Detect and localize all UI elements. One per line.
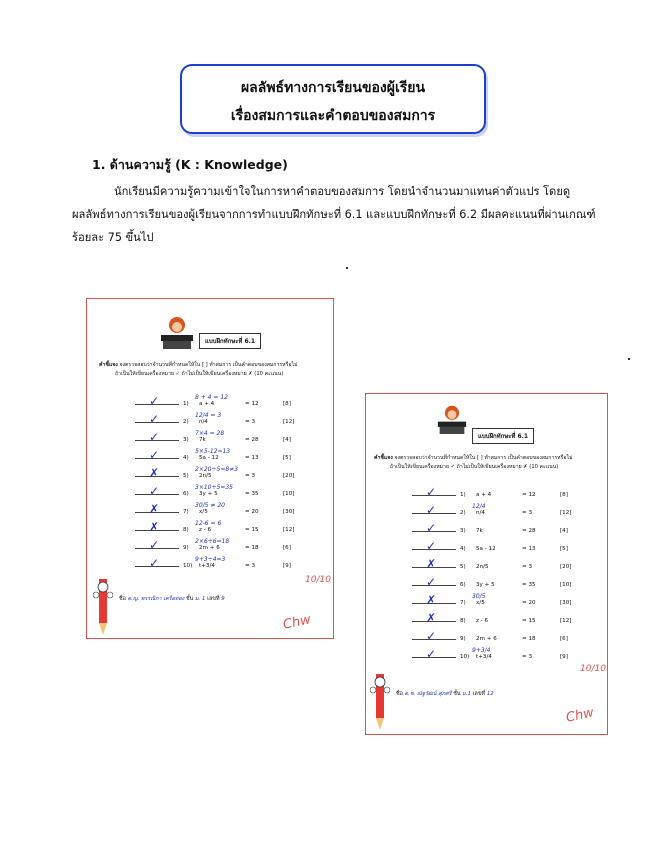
handwritten-work: 8 + 4 = 12 [195, 394, 228, 401]
worksheet-footer [119, 595, 225, 603]
question-value: [12] [560, 510, 572, 516]
question-result: = 35 [522, 582, 536, 588]
question-result: = 13 [245, 455, 259, 461]
question-result: = 3 [522, 654, 533, 660]
question-row [412, 504, 602, 522]
answer-mark-icon: ✓ [149, 412, 160, 426]
question-expression: t+3/4 [199, 563, 215, 569]
question-expression: 2n/5 [199, 473, 212, 479]
question-row [135, 431, 325, 449]
question-number: 3) [460, 528, 466, 534]
teacher-signature: Chw [281, 612, 313, 633]
instr-line-2: ถ้าเป็นให้เขียนเครื่องหมาย ✓ ถ้าไม่เป็นให้เขียนเครื่องหมาย ✗ (10 คะแนน) [115, 371, 284, 377]
question-number: 8) [460, 618, 466, 624]
question-value: [20] [283, 473, 295, 479]
handwritten-work: 2×6+6=18 [195, 538, 230, 545]
question-expression: 7k [199, 437, 206, 443]
worksheet-2 [365, 393, 608, 735]
question-expression: 2n/5 [476, 564, 489, 570]
question-number: 5) [183, 473, 189, 479]
question-value: [6] [560, 636, 568, 642]
question-result: = 15 [522, 618, 536, 624]
answer-mark-icon: ✗ [426, 611, 437, 625]
question-value: [12] [283, 527, 295, 533]
answer-mark-icon: ✓ [426, 485, 437, 499]
instr-line-2: ถ้าเป็นให้เขียนเครื่องหมาย ✓ ถ้าไม่เป็นให้เขียนเครื่องหมาย ✗ (10 คะแนน) [390, 464, 559, 470]
handwritten-work: 7×4 = 28 [195, 430, 225, 437]
answer-mark-icon: ✓ [149, 394, 160, 408]
question-number: 2) [183, 419, 189, 425]
question-row [135, 413, 325, 431]
answer-mark-icon: ✗ [149, 466, 160, 480]
question-number: 7) [183, 509, 189, 515]
handwritten-work: 12/4 [472, 503, 486, 510]
class-value: ม.1 [462, 691, 471, 697]
student-name: ด.ญ. พรรณิกา เครือทอง [127, 596, 185, 602]
question-value: [5] [560, 546, 568, 552]
scan-speck [628, 358, 630, 360]
question-result: = 28 [522, 528, 536, 534]
answer-mark-icon: ✓ [149, 556, 160, 570]
question-value: [6] [283, 545, 291, 551]
pencil-mascot-icon [370, 668, 390, 732]
question-expression: 5a - 12 [199, 455, 219, 461]
class-label: ชั้น [453, 691, 461, 697]
question-result: = 20 [522, 600, 536, 606]
handwritten-work: 30/5 [472, 593, 486, 600]
answer-mark-icon: ✗ [149, 520, 160, 534]
question-result: = 3 [522, 510, 533, 516]
question-value: [4] [560, 528, 568, 534]
question-result: = 15 [245, 527, 259, 533]
question-row [412, 576, 602, 594]
question-value: [30] [560, 600, 572, 606]
question-value: [10] [560, 582, 572, 588]
handwritten-work: 9+3÷4=3 [195, 556, 226, 563]
question-value: [9] [283, 563, 291, 569]
question-value: [4] [283, 437, 291, 443]
name-label: ชื่อ [119, 596, 126, 602]
question-expression: a + 4 [199, 401, 215, 407]
worksheet-instructions [374, 454, 573, 472]
student-name: ด.ช. ณัฐวัฒน์ ศุภศรี [404, 691, 452, 697]
answer-mark-icon: ✓ [426, 521, 437, 535]
answer-mark-icon: ✓ [149, 448, 160, 462]
worksheet-footer [396, 690, 494, 698]
question-row [135, 557, 325, 575]
instr-label: คำชี้แจง [374, 455, 393, 461]
question-row [135, 485, 325, 503]
handwritten-work: 2×20÷5=8≠3 [195, 466, 239, 473]
question-expression: 2m + 6 [199, 545, 220, 551]
handwritten-work: 5×5-12=13 [195, 448, 231, 455]
question-value: [8] [560, 492, 568, 498]
question-result: = 20 [245, 509, 259, 515]
question-expression: x/5 [476, 600, 485, 606]
question-expression: 7k [476, 528, 483, 534]
question-expression: x/5 [199, 509, 208, 515]
question-row [135, 467, 325, 485]
question-result: = 12 [245, 401, 259, 407]
paragraph-text: นักเรียนมีความรู้ความเข้าใจในการหาคำตอบของสมการ โดยนำจำนวนมาแทนค่าตัวแปร โดยดูผลลัพธ์ทางการเรียนของผู้เรียนจากการทำแบบฝึกทักษะที่ 6.1 และแบบฝึกทักษะที่ 6.2 มีผลคะแนนที่ผ่านเกณฑ์ร้อยละ 75 ขึ้นไป [72, 185, 596, 244]
answer-mark-icon: ✗ [426, 557, 437, 571]
answer-mark-icon: ✓ [149, 538, 160, 552]
title-line-1: ผลลัพธ์ทางการเรียนของผู้เรียน [240, 80, 426, 96]
question-number: 10) [183, 563, 193, 569]
question-value: [30] [283, 509, 295, 515]
question-number: 6) [460, 582, 466, 588]
answer-mark-icon: ✓ [426, 575, 437, 589]
question-row [135, 503, 325, 521]
question-number: 2) [460, 510, 466, 516]
question-result: = 3 [245, 473, 256, 479]
instr-label: คำชี้แจง [99, 362, 118, 368]
scan-speck [346, 267, 348, 269]
name-label: ชื่อ [396, 691, 403, 697]
question-expression: t+3/4 [476, 654, 492, 660]
question-list [412, 486, 602, 666]
question-result: = 18 [522, 636, 536, 642]
question-expression: z - 6 [199, 527, 212, 533]
question-number: 4) [460, 546, 466, 552]
question-row [412, 630, 602, 648]
question-expression: 5a - 12 [476, 546, 496, 552]
answer-mark-icon: ✓ [426, 629, 437, 643]
question-row [135, 395, 325, 413]
question-value: [10] [283, 491, 295, 497]
question-row [412, 522, 602, 540]
question-row [412, 594, 602, 612]
question-number: 9) [183, 545, 189, 551]
instr-line-1: จงตรวจสอบว่าจำนวนที่กำหนดให้ใน [ ] ทำสมการ เป็นคำตอบของสมการหรือไม่ [392, 455, 573, 461]
question-value: [20] [560, 564, 572, 570]
section-heading: 1. ด้านความรู้ (K : Knowledge) [92, 157, 288, 172]
answer-mark-icon: ✗ [149, 502, 160, 516]
question-number: 5) [460, 564, 466, 570]
score-mark: 10/10 [580, 664, 606, 674]
question-row [412, 612, 602, 630]
question-expression: 3y + 5 [199, 491, 218, 497]
student-mascot-icon [155, 315, 199, 349]
question-row [412, 486, 602, 504]
question-row [135, 539, 325, 557]
question-number: 8) [183, 527, 189, 533]
question-number: 7) [460, 600, 466, 606]
pencil-mascot-icon [93, 573, 113, 637]
question-number: 9) [460, 636, 466, 642]
question-number: 1) [460, 492, 466, 498]
student-mascot-icon [432, 404, 472, 434]
question-result: = 13 [522, 546, 536, 552]
question-value: [5] [283, 455, 291, 461]
question-result: = 3 [245, 419, 256, 425]
answer-mark-icon: ✓ [149, 484, 160, 498]
question-value: [9] [560, 654, 568, 660]
question-list [135, 395, 325, 575]
answer-mark-icon: ✓ [426, 647, 437, 661]
handwritten-work: 9+3/4 [472, 647, 491, 654]
question-number: 3) [183, 437, 189, 443]
question-row [412, 558, 602, 576]
worksheet-title: แบบฝึกทักษะที่ 6.1 [472, 428, 534, 444]
question-row [135, 521, 325, 539]
handwritten-work: 12-6 = 6 [195, 520, 222, 527]
question-value: [8] [283, 401, 291, 407]
question-result: = 35 [245, 491, 259, 497]
question-number: 10) [460, 654, 470, 660]
number-label: เลขที่ [207, 596, 220, 602]
answer-mark-icon: ✗ [426, 593, 437, 607]
score-mark: 10/10 [305, 575, 331, 585]
question-expression: 3y + 5 [476, 582, 495, 588]
worksheet-title: แบบฝึกทักษะที่ 6.1 [199, 333, 261, 349]
worksheet-instructions [99, 361, 298, 379]
number-value: 9 [221, 596, 225, 602]
question-result: = 12 [522, 492, 536, 498]
teacher-signature: Chw [564, 705, 596, 726]
question-number: 4) [183, 455, 189, 461]
question-expression: 2m + 6 [476, 636, 497, 642]
question-result: = 3 [522, 564, 533, 570]
question-expression: a + 4 [476, 492, 492, 498]
question-value: [12] [283, 419, 295, 425]
question-row [135, 449, 325, 467]
question-result: = 28 [245, 437, 259, 443]
handwritten-work: 3×10+5=35 [195, 484, 233, 491]
answer-mark-icon: ✓ [426, 503, 437, 517]
question-row [412, 540, 602, 558]
answer-mark-icon: ✓ [149, 430, 160, 444]
worksheet-1 [86, 298, 334, 639]
question-expression: n/4 [199, 419, 208, 425]
question-result: = 18 [245, 545, 259, 551]
question-number: 1) [183, 401, 189, 407]
handwritten-work: 30/5 ≠ 20 [195, 502, 225, 509]
question-row [412, 648, 602, 666]
question-expression: n/4 [476, 510, 485, 516]
question-number: 6) [183, 491, 189, 497]
question-result: = 3 [245, 563, 256, 569]
question-expression: z - 6 [476, 618, 489, 624]
title-box [180, 64, 486, 134]
class-label: ชั้น [185, 596, 194, 602]
question-value: [12] [560, 618, 572, 624]
instr-line-1: จงตรวจสอบว่าจำนวนที่กำหนดให้ใน [ ] ทำสมการ เป็นคำตอบของสมการหรือไม่ [117, 362, 298, 368]
answer-mark-icon: ✓ [426, 539, 437, 553]
number-value: 12 [486, 691, 494, 697]
title-line-2: เรื่องสมการและคำตอบของสมการ [230, 108, 436, 124]
number-label: เลขที่ [472, 691, 486, 697]
class-value: ม. 1 [195, 596, 206, 602]
section-paragraph [72, 180, 602, 249]
handwritten-work: 12/4 = 3 [195, 412, 222, 419]
